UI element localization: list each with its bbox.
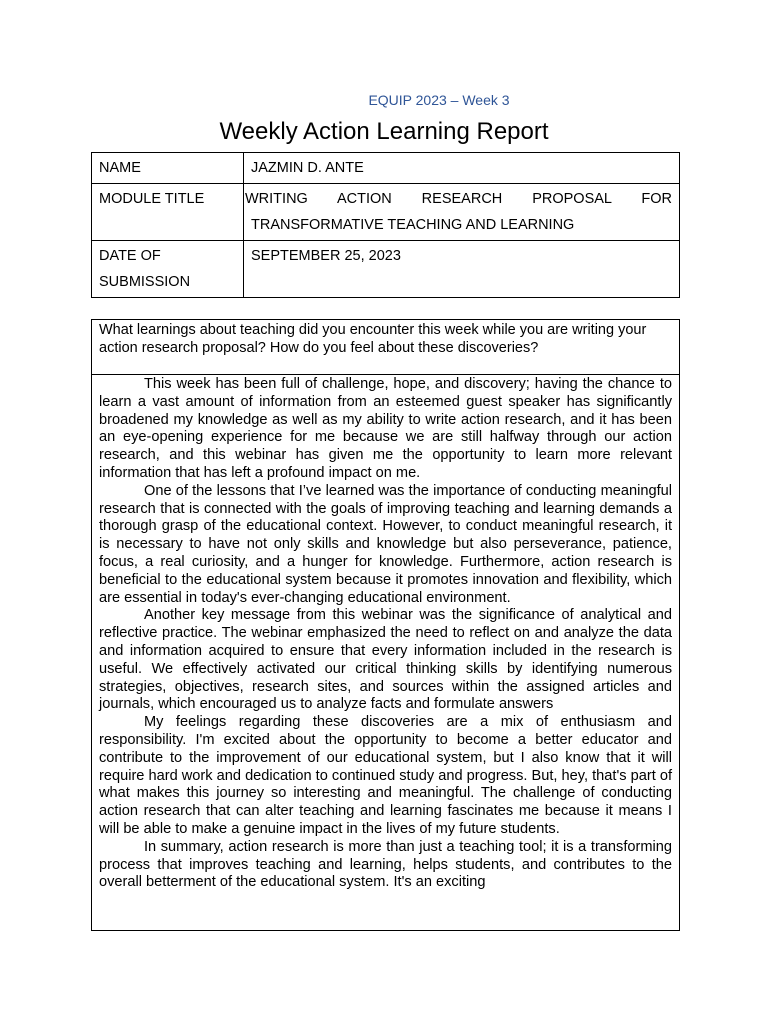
module-row [92,184,680,241]
date-label-line2: SUBMISSION [99,274,191,290]
date-label-line1: DATE OF [99,248,161,264]
name-label: NAME [92,153,244,184]
module-value [244,184,680,241]
module-value-line2: TRANSFORMATIVE TEACHING AND LEARNING [251,217,575,233]
name-row [92,153,680,184]
reflection-question: What learnings about teaching did you encounter this week while you are writing your action research proposal? How do you feel about these discoveries? [92,320,679,375]
paragraph: This week has been full of challenge, hope, and discovery; having the chance to learn a vast amount of information from an esteemed guest speaker has significantly broadened my knowledge as well as my ability to write action research, and it has been an eye-opening experience for me because we are still halfway through our action research, and this webinar has given me the opportunity to learn more relevant information that has left a profound impact on me. [99,376,672,481]
info-table [91,152,680,298]
date-row [92,241,680,298]
module-value-line1: WRITING ACTION RESEARCH PROPOSAL FOR [245,191,672,207]
paragraph: One of the lessons that I’ve learned was the importance of conducting meaningful research that is connected with the goals of improving teaching and learning demands a thorough grasp of the educational context. However, to conduct meaningful research, it is necessary to have not only skills and knowledge but also perseverance, patience, focus, a real curiosity, and a hunger for knowledge. Furthermore, action research is beneficial to the educational system because it promotes innovation and flexibility, which are essential in today's ever-changing educational environment. [99,482,672,606]
name-value: JAZMIN D. ANTE [244,153,680,184]
date-label [92,241,244,298]
paragraph: In summary, action research is more than just a teaching tool; it is a transforming process that improves teaching and learning, helps students, and contributes to the overall betterment of the educational system. It's an exciting [99,838,672,891]
date-value: SEPTEMBER 25, 2023 [244,241,680,298]
report-subtitle: EQUIP 2023 – Week 3 [368,92,510,108]
paragraph: My feelings regarding these discoveries are a mix of enthusiasm and responsibility. I'm excited about the opportunity to become a better educator and contribute to the improvement of our educational system, but I also know that it will require hard work and dedication to continued study and progress. But, hey, that's part of what makes this journey so interesting and meaningful. The challenge of conducting action research that can alter teaching and learning fascinates me because it means I will be able to make a genuine impact in the lives of my future students. [99,714,672,837]
module-label: MODULE TITLE [92,184,244,241]
paragraph: Another key message from this webinar was the significance of analytical and reflective practice. The webinar emphasized the need to reflect on and analyze the data and information acquired to ensure that every information included in the research is useful. We effectively activated our critical thinking skills by identifying numerous strategies, objectives, research sites, and sources within the assigned articles and journals, which encouraged us to analyze facts and formulate answers [99,607,672,713]
reflection-answer [92,375,679,930]
reflection-box [91,319,680,931]
report-title: Weekly Action Learning Report [219,118,549,145]
